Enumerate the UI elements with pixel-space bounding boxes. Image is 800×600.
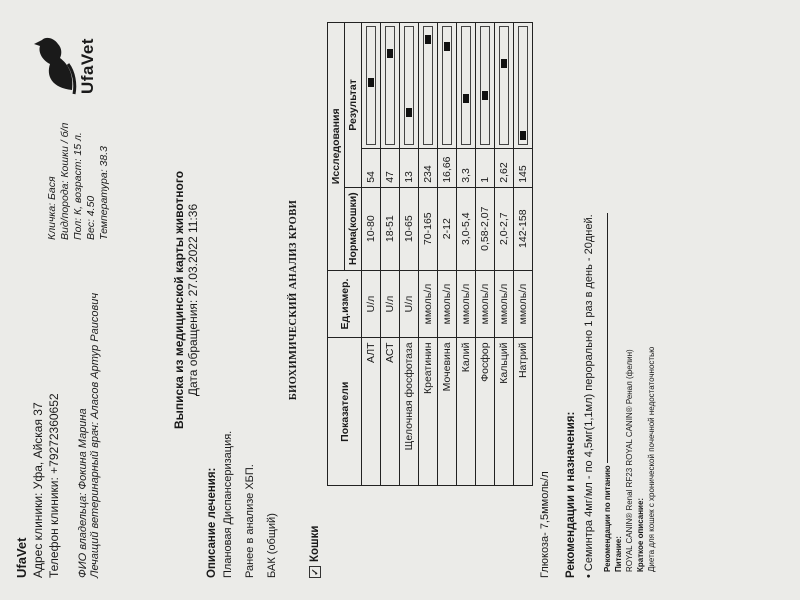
indicator-norm: 142-158 bbox=[514, 187, 533, 270]
research-header: Исследования bbox=[328, 23, 345, 271]
table-row bbox=[400, 23, 419, 486]
section-label: Кошки bbox=[309, 525, 322, 562]
level-marker bbox=[406, 108, 412, 117]
divider bbox=[607, 213, 608, 463]
vet-name: Лечащий ветеринарный врач: Аласов Артур Раисович bbox=[89, 292, 101, 578]
analysis-title: БИОХИМИЧЕСКИЙ АНАЛИЗ КРОВИ bbox=[288, 199, 299, 401]
food-description: Диета для кошек с хронической почечной недостаточностью bbox=[647, 346, 657, 572]
indicator-unit: U/л bbox=[381, 270, 400, 338]
indicator-name: Креатинин bbox=[419, 338, 438, 486]
result-level-bar bbox=[419, 23, 438, 149]
pet-sex-age: Пол: К, возраст: 15 л. bbox=[72, 132, 84, 240]
indicator-result: 1 bbox=[476, 149, 495, 188]
result-level-bar bbox=[476, 23, 495, 149]
recommendations-heading: Рекомендации и назначения: bbox=[565, 411, 578, 578]
indicator-result: 13 bbox=[400, 149, 419, 188]
result-level-bar bbox=[495, 23, 514, 149]
result-level-bar bbox=[457, 23, 476, 149]
indicator-unit: ммоль/л bbox=[438, 270, 457, 338]
indicator-result: 47 bbox=[381, 149, 400, 188]
indicator-unit: ммоль/л bbox=[514, 270, 533, 338]
table-row bbox=[495, 23, 514, 486]
nutrition-label: Рекомендации по питанию bbox=[603, 465, 613, 572]
indicator-result: 3,3 bbox=[457, 149, 476, 188]
short-desc-label: Краткое описание: bbox=[636, 497, 646, 572]
pet-temperature: Температура: 38.3 bbox=[98, 146, 110, 240]
table-row bbox=[419, 23, 438, 486]
food-name: ROYAL CANIN® Renal RF23 ROYAL CANIN® Ренал (фелин) bbox=[625, 349, 635, 572]
level-marker bbox=[501, 59, 507, 68]
indicator-norm: 2-12 bbox=[438, 187, 457, 270]
col-header-unit: Ед.измер. bbox=[328, 270, 362, 338]
owner-name: ФИО владельца: Фокина Марина bbox=[77, 408, 89, 578]
col-header-indicator: Показатели bbox=[328, 338, 362, 486]
biochem-table bbox=[327, 22, 533, 486]
table-row bbox=[438, 23, 457, 486]
pet-name: Кличка: Бася bbox=[46, 176, 58, 240]
level-marker bbox=[520, 131, 526, 140]
indicator-name: Натрий bbox=[514, 338, 533, 486]
treatment-line-2: Ранее в анализе ХБП. bbox=[244, 464, 256, 578]
treatment-line-1: Плановая Диспансеризация. bbox=[222, 430, 234, 578]
result-level-bar bbox=[438, 23, 457, 149]
logo-text: UfaVet bbox=[78, 38, 97, 94]
table-row bbox=[362, 23, 381, 486]
indicator-result: 54 bbox=[362, 149, 381, 188]
indicator-norm: 0,58-2,07 bbox=[476, 187, 495, 270]
cat-logo-icon bbox=[32, 34, 78, 98]
indicator-norm: 10-65 bbox=[400, 187, 419, 270]
visit-date: Дата обращения: 27.03.2022 11:36 bbox=[186, 203, 200, 397]
indicator-norm: 3,0-5,4 bbox=[457, 187, 476, 270]
indicator-result: 16,66 bbox=[438, 149, 457, 188]
result-level-bar bbox=[362, 23, 381, 149]
level-marker bbox=[482, 91, 488, 100]
glucose-note: Глюкоза- 7,5ммоль/л bbox=[539, 471, 552, 578]
indicator-name: АСТ bbox=[381, 338, 400, 486]
col-header-result: Результат bbox=[345, 23, 362, 188]
indicator-norm: 70-165 bbox=[419, 187, 438, 270]
clinic-address: Адрес клиники: Уфа, Айская 37 bbox=[31, 402, 45, 578]
indicator-name: Кальций bbox=[495, 338, 514, 486]
indicator-name: АЛТ bbox=[362, 338, 381, 486]
level-marker bbox=[444, 42, 450, 51]
result-level-bar bbox=[514, 23, 533, 149]
indicator-name: Фосфор bbox=[476, 338, 495, 486]
section-cats bbox=[309, 22, 321, 578]
level-marker bbox=[463, 94, 469, 103]
indicator-unit: ммоль/л bbox=[476, 270, 495, 338]
clinic-name: UfaVet bbox=[14, 537, 29, 578]
indicator-result: 234 bbox=[419, 149, 438, 188]
table-row bbox=[381, 23, 400, 486]
indicator-name: Щелочная фосфотаза bbox=[400, 338, 419, 486]
pet-info bbox=[46, 90, 111, 240]
pet-weight: Вес: 4.50 bbox=[85, 195, 97, 240]
result-level-bar bbox=[400, 23, 419, 149]
treatment-line-3: БАК (общий) bbox=[266, 513, 278, 578]
indicator-norm: 2,0-2,7 bbox=[495, 187, 514, 270]
indicator-unit: U/л bbox=[362, 270, 381, 338]
table-row bbox=[457, 23, 476, 486]
indicator-unit: U/л bbox=[400, 270, 419, 338]
feeding-label: Питание: bbox=[614, 536, 624, 572]
level-marker bbox=[387, 49, 393, 58]
indicator-unit: ммоль/л bbox=[419, 270, 438, 338]
clinic-logo bbox=[32, 22, 98, 110]
document-title: Выписка из медицинской карты животного bbox=[172, 170, 186, 430]
table-row bbox=[476, 23, 495, 486]
indicator-norm: 18-51 bbox=[381, 187, 400, 270]
col-header-norm: Норма(кошки) bbox=[345, 187, 362, 270]
indicator-unit: ммоль/л bbox=[457, 270, 476, 338]
pet-species: Вид/порода: Кошки / б/п bbox=[59, 122, 71, 240]
recommendation-item: • Семинтра 4мг/мл - по 4,5мг(1,1мл) перорально 1 раз в день - 20дней. bbox=[583, 214, 596, 578]
indicator-name: Калий bbox=[457, 338, 476, 486]
clinic-phone: Телефон клиники: +79272360652 bbox=[47, 393, 61, 578]
treatment-heading: Описание лечения: bbox=[206, 467, 218, 578]
indicator-result: 145 bbox=[514, 149, 533, 188]
recommendation-text: Семинтра 4мг/мл - по 4,5мг(1,1мл) перорально 1 раз в день - 20дней. bbox=[583, 214, 596, 572]
indicator-name: Мочевина bbox=[438, 338, 457, 486]
level-marker bbox=[368, 78, 374, 87]
checkbox-icon: ✓ bbox=[309, 566, 321, 578]
indicator-unit: ммоль/л bbox=[495, 270, 514, 338]
nutrition-label-row bbox=[603, 22, 612, 572]
table-row bbox=[514, 23, 533, 486]
result-level-bar bbox=[381, 23, 400, 149]
level-marker bbox=[425, 35, 431, 44]
indicator-result: 2,62 bbox=[495, 149, 514, 188]
document-header bbox=[14, 22, 164, 578]
indicator-norm: 10-80 bbox=[362, 187, 381, 270]
